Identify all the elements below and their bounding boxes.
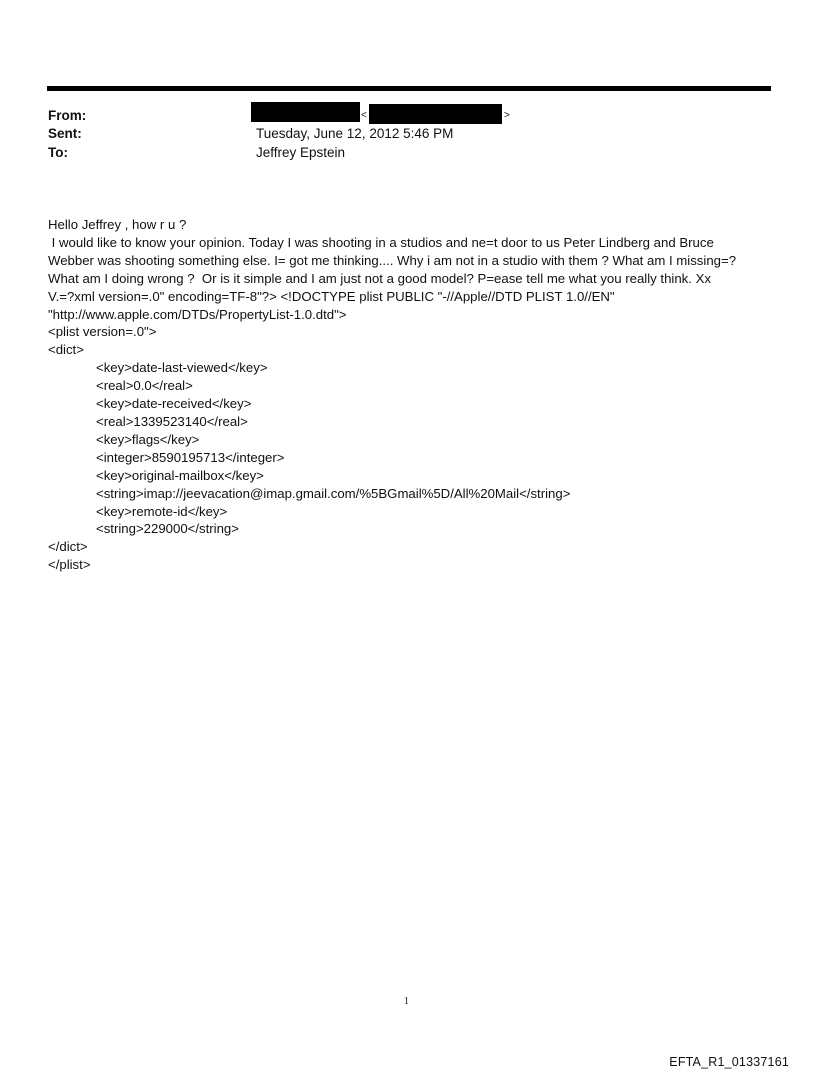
body-line: "http://www.apple.com/DTDs/PropertyList-1.0.dtd"> (48, 306, 347, 322)
from-close-bracket: > (504, 110, 510, 121)
dict-line: <string>imap://jeevacation@imap.gmail.com/%5BGmail%5D/All%20Mail</string> (96, 485, 571, 501)
dict-line: <key>date-received</key> (96, 396, 252, 412)
closing-line: </dict> (48, 539, 88, 555)
header-rule (47, 86, 771, 91)
bates-number: EFTA_R1_01337161 (669, 1055, 789, 1069)
dict-line: <real>1339523140</real> (96, 413, 248, 429)
to-label: To: (48, 145, 68, 160)
closing-line: </plist> (48, 557, 91, 573)
from-label: From: (48, 108, 87, 123)
dict-line: <key>date-last-viewed</key> (96, 360, 268, 376)
dict-line: <key>remote-id</key> (96, 503, 228, 519)
sent-label: Sent: (48, 126, 82, 141)
redacted-sender-name (251, 102, 360, 122)
dict-line: <string>229000</string> (96, 521, 239, 537)
body-line: Hello Jeffrey , how r u ? (48, 217, 187, 232)
redacted-sender-email (369, 104, 502, 124)
body-line: <plist version=.0"> (48, 324, 157, 340)
body-line: What am I doing wrong ? Or is it simple and I am just not a good model? P=ease tell me what you really think. Xx (48, 270, 711, 286)
email-body (48, 216, 772, 574)
dict-line: <key>original-mailbox</key> (96, 467, 264, 483)
from-open-bracket: < (361, 110, 367, 121)
to-value: Jeffrey Epstein (256, 145, 346, 160)
dict-line: <key>flags</key> (96, 431, 200, 447)
body-line: <dict> (48, 342, 84, 358)
dict-line: <real>0.0</real> (96, 378, 193, 394)
sent-value: Tuesday, June 12, 2012 5:46 PM (256, 126, 454, 141)
body-line: V.=?xml version=.0" encoding=TF-8"?> <!DOCTYPE plist PUBLIC "-//Apple//DTD PLIST 1.0//EN" (48, 288, 615, 304)
dict-line: <integer>8590195713</integer> (96, 449, 285, 465)
body-line: Webber was shooting something else. I= got me thinking.... Why i am not in a studio with them ? What am I missing=? (48, 252, 737, 268)
body-line: I would like to know your opinion. Today I was shooting in a studios and ne=t door to us Peter Lindberg and Bruce (48, 234, 714, 250)
page-number: 1 (404, 996, 409, 1007)
